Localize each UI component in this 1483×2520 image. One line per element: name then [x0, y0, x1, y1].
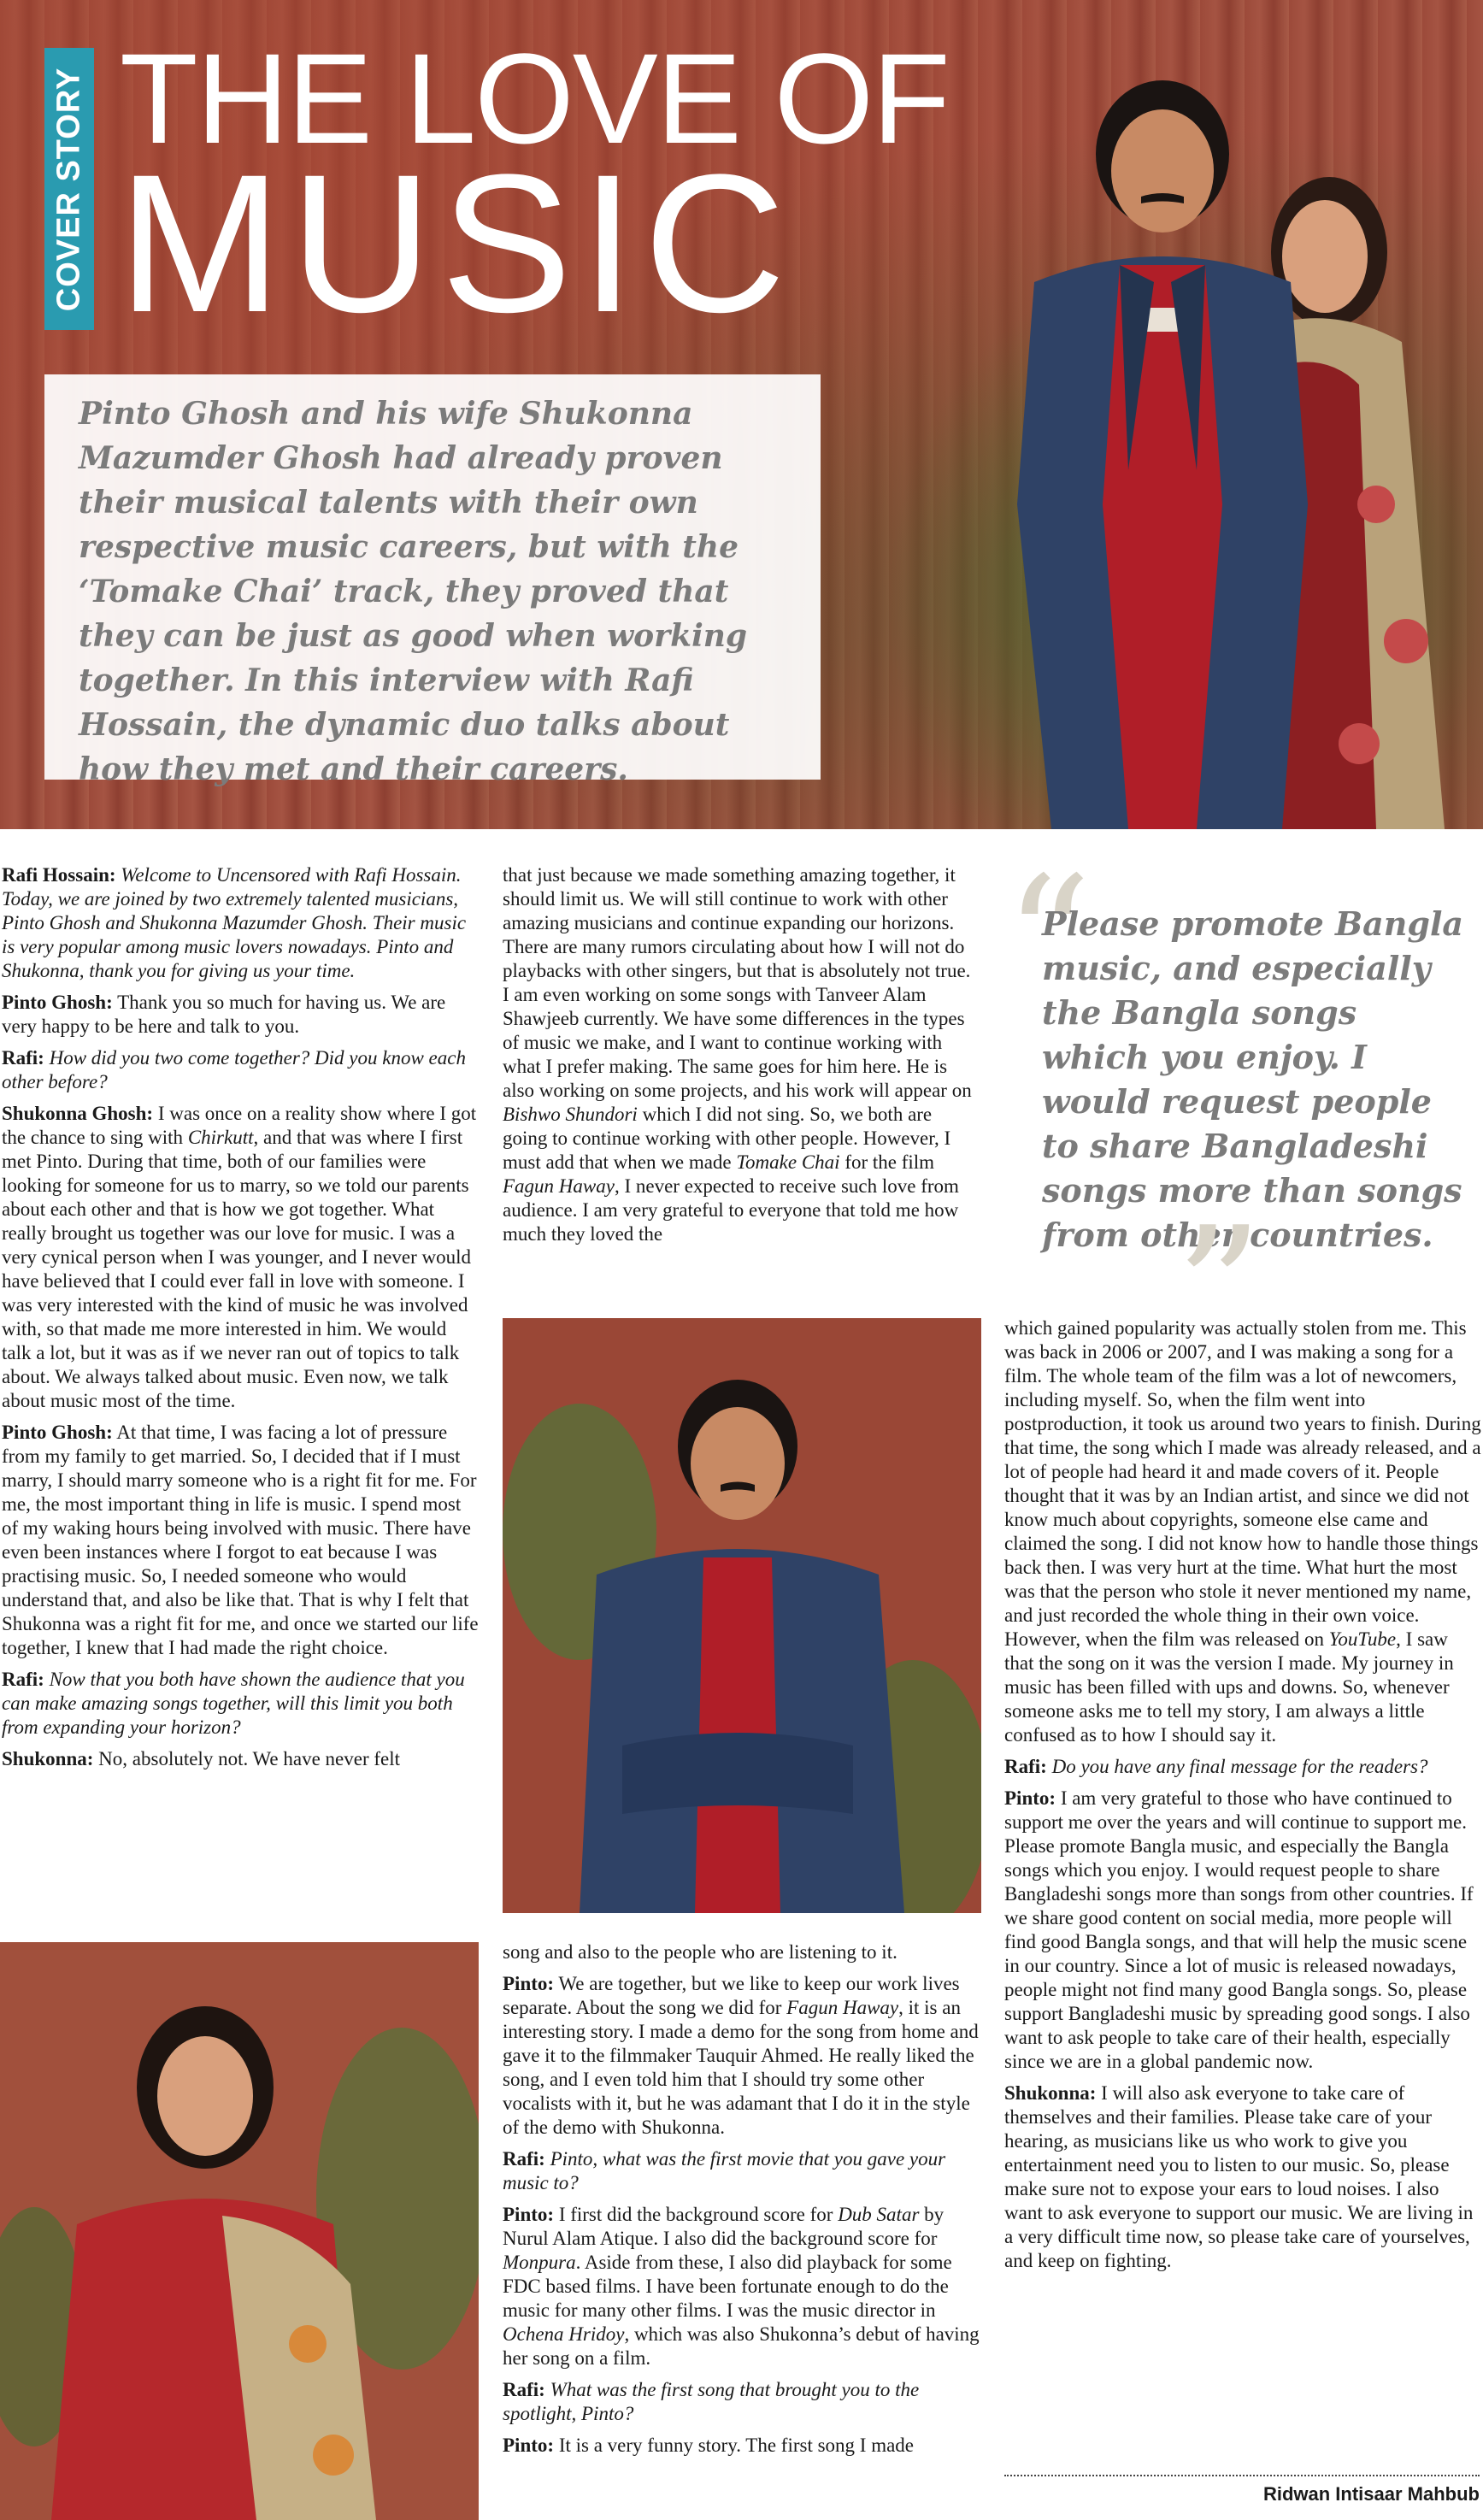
italic-title: Fagun Haway: [503, 1175, 615, 1197]
paragraph: [1004, 1316, 1481, 1747]
section-tag: [44, 48, 94, 330]
headline-line-2: MUSIC: [118, 133, 795, 353]
pull-quote: [1004, 840, 1481, 1390]
speaker: Pinto:: [503, 1973, 555, 1994]
close-quote-icon: ”: [1175, 1191, 1263, 1390]
question-text: Pinto, what was the first movie that you gave your music to?: [503, 2148, 946, 2193]
question-text: Now that you both have shown the audience that you can make amazing songs together, will this limit you both from expanding your horizon?: [2, 1669, 465, 1738]
answer-text: which I did not sing. So, we both are going to continue working with other people. However, I must add that when we made: [503, 1104, 951, 1173]
intro-text: Pinto Ghosh and his wife Shukonna Mazumder Ghosh had already proven their musical talents with their own respective music careers, but with the ‘Tomake Chai’ track, they proved that they can be just as good when working together. In this interview with Rafi Hossain, the dynamic duo talks about how they met and their careers.: [79, 396, 748, 787]
question-text: How did you two come together? Did you know each other before?: [2, 1047, 466, 1092]
article-column-2-top: [503, 863, 981, 1299]
italic-title: YouTube: [1328, 1628, 1397, 1650]
paragraph: [503, 2203, 981, 2370]
hero-banner: [0, 0, 1483, 829]
paragraph: [2, 1046, 480, 1094]
shukonna-photo: [0, 1942, 479, 2520]
answer-text: I will also ask everyone to take care of themselves and their families. Please take care of your hearing, as musicians like us who work to give you entertainment need you to listen to our music. So, please make sure not to expose your ears to loud noises. I also want to ask everyone to support our music. We are living in a very difficult time now, so please take care of yourselves, and keep on fighting.: [1004, 2082, 1474, 2271]
article-column-3: [1004, 1316, 1481, 2462]
italic-title: Chirkutt: [187, 1127, 254, 1148]
speaker: Shukonna:: [1004, 2082, 1097, 2104]
answer-text: It is a very funny story. The first song I made: [558, 2435, 915, 2456]
answer-text: , which was also Shukonna’s debut of having her song on a film.: [503, 2323, 980, 2369]
paragraph: [2, 1421, 480, 1660]
italic-title: Ochena Hridoy: [503, 2323, 625, 2345]
italic-title: Bishwo Shundori: [503, 1104, 638, 1125]
speaker: Shukonna Ghosh:: [2, 1103, 154, 1124]
paragraph: [503, 2434, 981, 2458]
speaker: Pinto Ghosh:: [2, 992, 113, 1013]
paragraph: [503, 2378, 981, 2426]
open-quote-icon: “: [1004, 840, 1092, 1039]
answer-text: I am very grateful to those who have continued to support me over the years and will continue to support me. Please promote Bangla music, and especially the Bangla songs which you enjoy. I would request people to share Bangladeshi songs more than songs from other countries. If we share good content on social media, more people will find good Bangla songs, and that will help the music scene in our country. Since a lot of music is released nowadays, people might not find many good Bangla songs. So, please support Bangladeshi music by spreading good songs. I also want to ask people to take care of their health, especially since we are in a global pandemic now.: [1004, 1787, 1474, 2072]
speaker: Pinto:: [1004, 1787, 1056, 1809]
answer-text: , I saw that the song on it was the version I made. My journey in music has been filled with ups and downs. So, whenever someone asks me to tell my story, I am always a little confused as to how I should say it.: [1004, 1628, 1454, 1746]
answer-text: I first did the background score for: [558, 2204, 833, 2225]
answer-text: song and also to the people who are listening to it.: [503, 1941, 897, 1963]
article-column-2-bottom: [503, 1940, 981, 2515]
answer-text: by Nurul Alam Atique. I also did the background score for: [503, 2204, 945, 2249]
question-text: What was the first song that brought you to the spotlight, Pinto?: [503, 2379, 920, 2424]
byline: Ridwan Intisaar Mahbub: [1004, 2475, 1480, 2505]
paragraph: [503, 1972, 981, 2140]
speaker: Rafi:: [1004, 1756, 1047, 1777]
speaker: Pinto:: [503, 2204, 555, 2225]
answer-text: , and that was where I first met Pinto. During that time, both of our families were looking for someone for us to marry, so we told our parents about each other and that is how we got together. What really brought us together was our love for music. I was a very cynical person when I was younger, and I never would have believed that I could ever fall in love with someone. I was very interested with the kind of music he was involved with, so that made me more interested in him. We would talk a lot, but it was as if we never ran out of topics to talk about. We always talked about music. Even now, we talk about music most of the time.: [2, 1127, 471, 1411]
question-text: Do you have any final message for the readers?: [1051, 1756, 1428, 1777]
paragraph: [1004, 1755, 1481, 1779]
answer-text: At that time, I was facing a lot of pressure from my family to get married. So, I decided that if I must marry, I should marry someone who is a right fit for me. For me, the most important thing in life is music. I spend most of my waking hours being involved with music. There have even been instances where I forgot to eat because I was practising music. So, I needed someone who would understand that, and also be like that. That is why I felt that Shukonna was a right fit for me, and once we started our life together, I knew that I had made the right choice.: [2, 1422, 479, 1658]
italic-title: Dub Satar: [838, 2204, 920, 2225]
italic-title: Monpura: [503, 2252, 576, 2273]
speaker: Rafi:: [2, 1047, 44, 1069]
answer-text: which gained popularity was actually stolen from me. This was back in 2006 or 2007, and I was making a song for a film. The whole team of the film was a lot of newcomers, including myself. So, when the film went into postproduction, it took us around two years to finish. During that time, the song which I made was already released, and a lot of people had heard it and made covers of it. People thought that it was by an Indian artist, and since we did not know much about copyrights, someone else came and claimed the song. I did not know how to handle those things back then. I was very hurt at the time. What hurt the most was that the person who stole it never mentioned my name, and just recorded the whole thing in their own voice. However, when the film was released on: [1004, 1317, 1481, 1650]
answer-text: No, absolutely not. We have never felt: [98, 1748, 401, 1769]
intro-box: [44, 374, 821, 787]
paragraph: [503, 863, 981, 1246]
paragraph: [503, 1940, 981, 1964]
paragraph: [2, 1102, 480, 1413]
paragraph: [2, 991, 480, 1039]
answer-text: We are together, but we like to keep our work lives separate. About the song we did for: [503, 1973, 960, 2018]
paragraph: [503, 2147, 981, 2195]
answer-text: that just because we made something amazing together, it should limit us. We will still continue to work with other amazing musicians and continue expanding our horizons. There are many rumors circulating about how I will not do playbacks with other singers, but that is absolutely not true. I am even working on some songs with Tanveer Alam Shawjeeb currently. We have some differences in the types of music we make, and I want to continue working with what I prefer making. The same goes for him here. He is also working on some projects, and his work will appear on: [503, 864, 972, 1101]
speaker: Pinto Ghosh:: [2, 1422, 113, 1443]
speaker: Rafi:: [2, 1669, 44, 1690]
speaker: Rafi:: [503, 2148, 545, 2170]
speaker: Shukonna:: [2, 1748, 94, 1769]
paragraph: [1004, 2081, 1481, 2273]
speaker: Pinto:: [503, 2435, 555, 2456]
answer-text: for the film: [844, 1151, 935, 1173]
paragraph: [2, 1747, 480, 1771]
paragraph: [2, 1668, 480, 1740]
headline-line-1: THE LOVE OF: [120, 26, 949, 170]
pinto-photo: [503, 1318, 981, 1913]
article-column-1: [2, 863, 480, 1911]
question-text: Welcome to Uncensored with Rafi Hossain. Today, we are joined by two extremely talented musicians, Pinto Ghosh and Shukonna Mazumder Ghosh. Their music is very popular among music lovers nowadays. Pinto and Shukonna, thank you for giving us your time.: [2, 864, 467, 981]
italic-title: Fagun Haway: [786, 1997, 899, 2018]
pull-quote-text: Please promote Bangla music, and especially the Bangla songs which you enjoy. I would request people to share Bangladeshi songs more than songs from other countries.: [1042, 904, 1464, 1254]
paragraph: [1004, 1787, 1481, 2074]
paragraph: [2, 863, 480, 983]
answer-text: , I never expected to receive such love from audience. I am very grateful to everyone that told me how much they loved the: [503, 1175, 959, 1245]
italic-title: Tomake Chai: [736, 1151, 840, 1173]
section-tag-label: COVER STORY: [50, 67, 87, 311]
speaker: Rafi Hossain:: [2, 864, 116, 886]
answer-text: I was once on a reality show where I got the chance to sing with: [2, 1103, 477, 1148]
speaker: Rafi:: [503, 2379, 545, 2400]
answer-text: , it is an interesting story. I made a demo for the song from home and gave it to the filmmaker Tauquir Ahmed. He really liked the song, and I even told him that I should try some other vocalists with it, but he was adamant that I do it in the style of the demo with Shukonna.: [503, 1997, 979, 2138]
answer-text: . Aside from these, I also did playback for some FDC based films. I have been fortunate enough to do the music for many other films. I was the music director in: [503, 2252, 952, 2321]
answer-text: Thank you so much for having us. We are very happy to be here and talk to you.: [2, 992, 446, 1037]
